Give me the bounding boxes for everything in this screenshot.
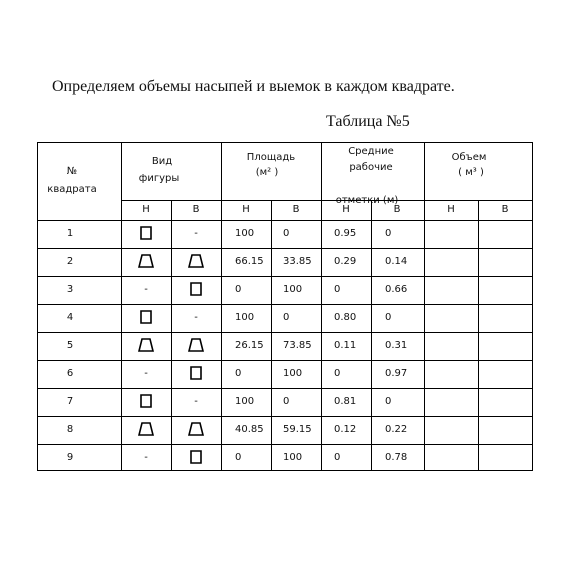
volumes-table (37, 142, 532, 470)
header-area-line1: Площадь (246, 152, 296, 163)
row-divider (37, 332, 532, 333)
row-number: 7 (66, 396, 74, 407)
header-volume-line1: Объем (451, 152, 487, 163)
header-figure-line1: Вид (151, 156, 173, 167)
row-number: 2 (66, 256, 74, 267)
subcolumn-divider (371, 200, 372, 470)
row-divider (37, 248, 532, 249)
mark-v-value: 0.14 (385, 256, 408, 267)
row-number: 6 (66, 368, 74, 379)
subheader-v: В (501, 204, 509, 215)
header-num-symbol: № (66, 166, 78, 177)
area-v-value: 100 (283, 368, 303, 379)
subheader-h: Н (142, 204, 150, 215)
mark-h-value: 0.95 (334, 228, 357, 239)
row-number: 4 (66, 312, 74, 323)
area-v-value: 33.85 (283, 256, 312, 267)
area-h-value: 0 (235, 284, 242, 295)
header-area-line2: (м² ) (255, 167, 279, 178)
area-h-value: 0 (235, 368, 242, 379)
row-number: 3 (66, 284, 74, 295)
table-border-bottom (37, 470, 533, 471)
mark-v-value: 0.78 (385, 452, 408, 463)
row-number: 9 (66, 452, 74, 463)
row-divider (37, 360, 532, 361)
row-divider (37, 304, 532, 305)
trapezoid-icon (138, 422, 154, 436)
area-h-value: 0 (235, 452, 242, 463)
square-icon (138, 226, 154, 240)
mark-h-value: 0.81 (334, 396, 357, 407)
mark-v-value: 0 (385, 396, 392, 407)
mark-v-value: 0 (385, 312, 392, 323)
mark-h-value: 0.12 (334, 424, 357, 435)
row-divider (37, 276, 532, 277)
row-divider (37, 416, 532, 417)
area-v-value: 100 (283, 284, 303, 295)
header-marks-line2: рабочие (349, 162, 393, 173)
mark-v-value: 0.97 (385, 368, 408, 379)
square-icon (138, 394, 154, 408)
area-v-value: 0 (283, 312, 290, 323)
row-divider (37, 444, 532, 445)
table-border-top (37, 142, 532, 143)
header-bottom-line (37, 220, 532, 221)
table-border-right (532, 142, 533, 470)
page-heading: Определяем объемы насыпей и выемок в каждом квадрате. (52, 78, 455, 95)
figure-none: - (194, 228, 198, 239)
area-v-value: 100 (283, 452, 303, 463)
area-v-value: 73.85 (283, 340, 312, 351)
header-num-label: квадрата (47, 184, 97, 195)
area-h-value: 100 (235, 228, 255, 239)
area-h-value: 26.15 (235, 340, 264, 351)
subheader-top-line (121, 200, 532, 201)
subheader-h: Н (342, 204, 350, 215)
square-icon (188, 450, 204, 464)
figure-none: - (144, 284, 148, 295)
mark-v-value: 0.66 (385, 284, 408, 295)
trapezoid-icon (138, 338, 154, 352)
row-number: 1 (66, 228, 74, 239)
subheader-v: В (192, 204, 200, 215)
subheader-h: Н (242, 204, 250, 215)
square-icon (188, 366, 204, 380)
figure-none: - (144, 452, 148, 463)
row-divider (37, 388, 532, 389)
mark-h-value: 0.11 (334, 340, 357, 351)
figure-none: - (194, 396, 198, 407)
header-volume-line2: ( м³ ) (458, 167, 484, 178)
row-number: 8 (66, 424, 74, 435)
mark-v-value: 0.22 (385, 424, 408, 435)
square-icon (138, 310, 154, 324)
area-h-value: 100 (235, 312, 255, 323)
figure-none: - (144, 368, 148, 379)
row-number: 5 (66, 340, 74, 351)
mark-v-value: 0 (385, 228, 392, 239)
subcolumn-divider (271, 200, 272, 470)
subheader-h: Н (447, 204, 455, 215)
square-icon (188, 282, 204, 296)
table-border-left (37, 142, 38, 470)
area-h-value: 40.85 (235, 424, 264, 435)
subheader-v: В (393, 204, 401, 215)
subcolumn-divider (171, 200, 172, 470)
figure-none: - (194, 312, 198, 323)
area-h-value: 100 (235, 396, 255, 407)
trapezoid-icon (138, 254, 154, 268)
column-group-divider (221, 142, 222, 470)
mark-h-value: 0 (334, 284, 341, 295)
mark-h-value: 0.29 (334, 256, 357, 267)
column-group-divider (424, 142, 425, 470)
area-v-value: 59.15 (283, 424, 312, 435)
column-group-divider (321, 142, 322, 470)
subcolumn-divider (478, 200, 479, 470)
area-v-value: 0 (283, 396, 290, 407)
column-group-divider (121, 142, 122, 470)
subheader-v: В (292, 204, 300, 215)
table-caption: Таблица №5 (326, 113, 410, 130)
trapezoid-icon (188, 254, 204, 268)
trapezoid-icon (188, 422, 204, 436)
area-v-value: 0 (283, 228, 290, 239)
mark-h-value: 0 (334, 452, 341, 463)
header-figure-line2: фигуры (138, 173, 180, 184)
mark-h-value: 0.80 (334, 312, 357, 323)
trapezoid-icon (188, 338, 204, 352)
area-h-value: 66.15 (235, 256, 264, 267)
mark-h-value: 0 (334, 368, 341, 379)
mark-v-value: 0.31 (385, 340, 408, 351)
header-marks-line1: Средние (348, 146, 394, 157)
